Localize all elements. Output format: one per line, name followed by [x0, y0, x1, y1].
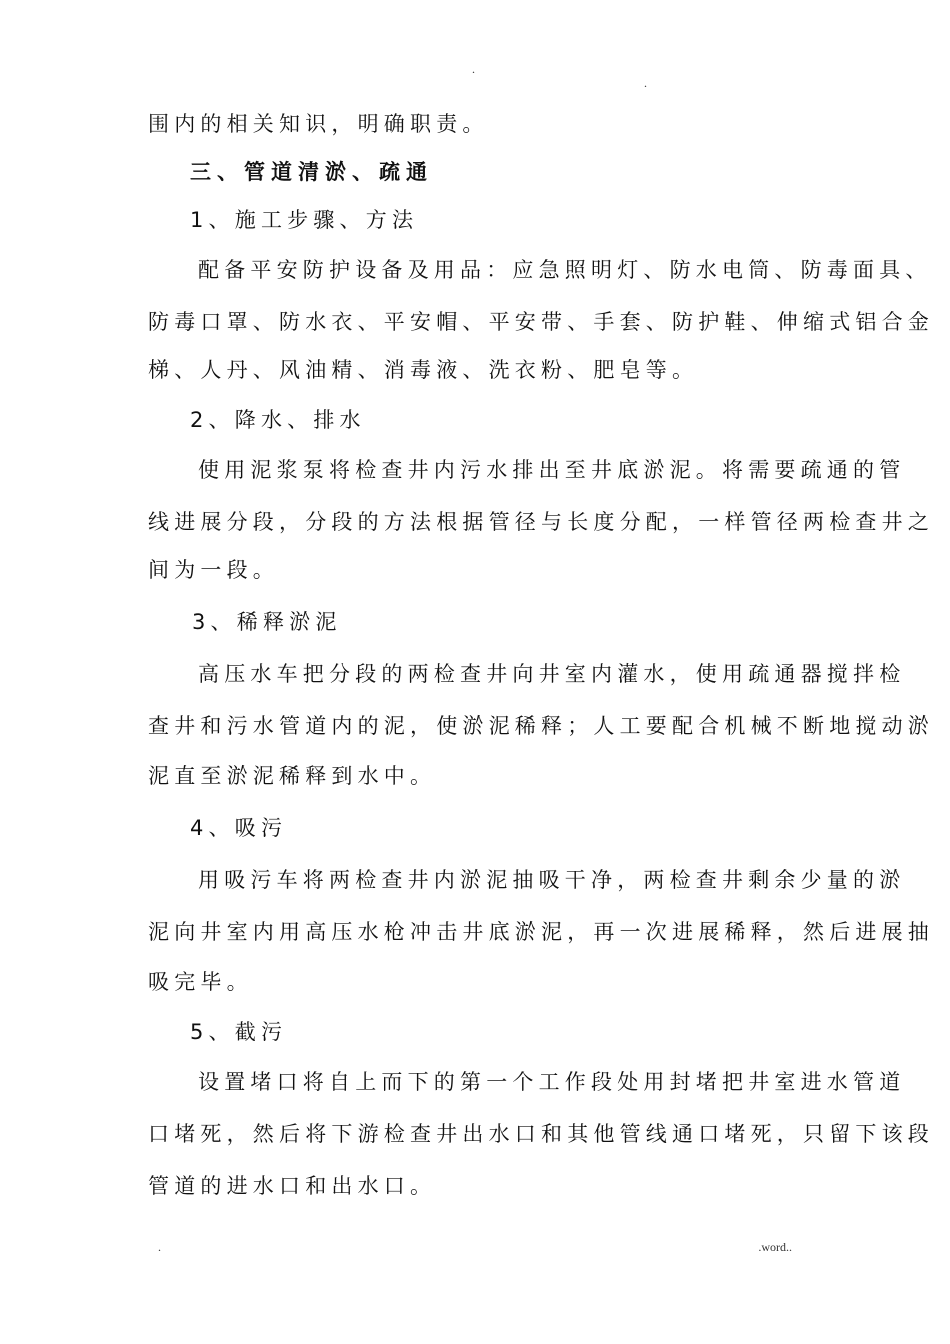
subheading-step-2: 2、降水、排水: [190, 408, 366, 432]
paragraph-line: 线进展分段，分段的方法根据管径与长度分配，一样管径两检查井之: [148, 510, 934, 534]
paragraph-line: 吸完毕。: [148, 970, 253, 994]
footer-dot-left: .: [158, 1240, 161, 1254]
paragraph-line: 管道的进水口和出水口。: [148, 1174, 437, 1198]
paragraph-line: 配备平安防护设备及用品：应急照明灯、防水电筒、防毒面具、: [198, 258, 932, 282]
paragraph-line: 查井和污水管道内的泥，使淤泥稀释；人工要配合机械不断地搅动淤: [148, 714, 934, 738]
paragraph-line: 围内的相关知识，明确职责。: [148, 112, 489, 136]
subheading-step-3: 3、稀释淤泥: [192, 610, 342, 634]
subheading-step-5: 5、截污: [190, 1020, 288, 1044]
subheading-step-1: 1、施工步骤、方法: [190, 208, 419, 232]
paragraph-line: 泥直至淤泥稀释到水中。: [148, 764, 437, 788]
section-heading: 三、管道清淤、疏通: [190, 160, 433, 184]
header-dot-left: .: [472, 62, 475, 76]
paragraph-line: 防毒口罩、防水衣、平安帽、平安带、手套、防护鞋、伸缩式铝合金: [148, 310, 934, 334]
footer-word-label: .word..: [758, 1240, 792, 1254]
paragraph-line: 泥向井室内用高压水枪冲击井底淤泥，再一次进展稀释，然后进展抽: [148, 920, 934, 944]
paragraph-line: 用吸污车将两检查井内淤泥抽吸干净，两检查井剩余少量的淤: [198, 868, 906, 892]
subheading-step-4: 4、吸污: [190, 816, 288, 840]
paragraph-line: 高压水车把分段的两检查井向井室内灌水，使用疏通器搅拌检: [198, 662, 906, 686]
paragraph-line: 使用泥浆泵将检查井内污水排出至井底淤泥。将需要疏通的管: [198, 458, 906, 482]
paragraph-line: 设置堵口将自上而下的第一个工作段处用封堵把井室进水管道: [198, 1070, 906, 1094]
header-dot-right: .: [644, 76, 647, 90]
paragraph-line: 梯、人丹、风油精、消毒液、洗衣粉、肥皂等。: [148, 358, 699, 382]
paragraph-line: 间为一段。: [148, 558, 279, 582]
paragraph-line: 口堵死，然后将下游检查井出水口和其他管线通口堵死，只留下该段: [148, 1122, 934, 1146]
